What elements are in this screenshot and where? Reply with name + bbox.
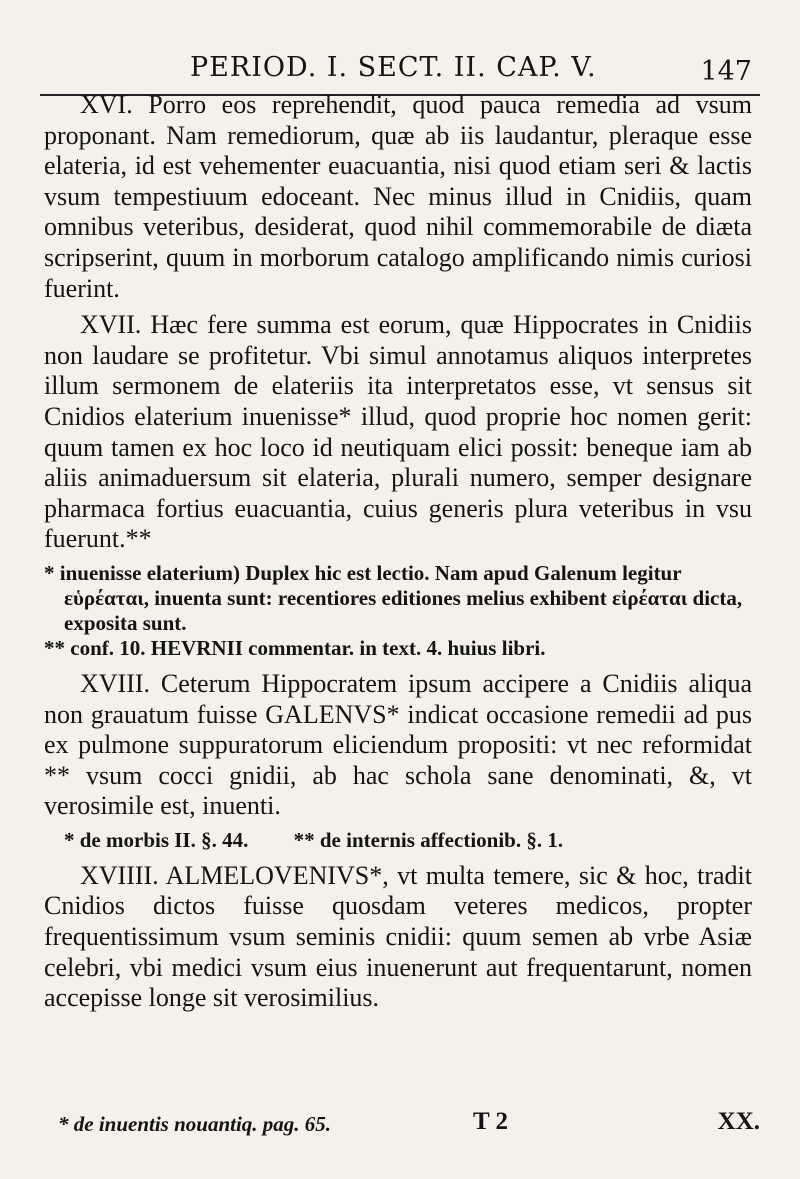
footnote: ** conf. 10. HEVRNII commentar. in text. 4. huius libri.: [44, 635, 546, 660]
paragraph-xvi: XVI. Porro eos reprehendit, quod pauca remedia ad vsum proponant. Nam remediorum, quæ ab iis laudantur, pleraque esse elateria, id est vehementer euacuantia, nisi quod etiam seri & lactis vsum tempestiuum edoceant. Nec minus illud in Cnidiis, quam omnibus veteribus, desiderat, quod nihil commemorabile de diæta scripserint, quum in morborum catalogo amplificando nimis curiosi fuerint.: [44, 90, 752, 303]
footnote: ** de internis affectionib. §. 1.: [293, 827, 564, 852]
page-body: [44, 90, 752, 1020]
catchword: XX.: [717, 1108, 760, 1135]
footnotes-xviii: [64, 828, 752, 853]
paragraph-xviii: XVIII. Ceterum Hippocratem ipsum accipere a Cnidiis aliqua non grauatum fuisse GALENVS* indicat occasione remedii ad pus ex pulmone suppuratorum eliciendum propositi: vt nec reformidat ** vsum cocci gnidii, ab hac schola sane denominati, &, vt verosimile est, inuenti.: [44, 668, 752, 821]
footnote: * inuenisse elaterium) Duplex hic est lectio. Nam apud Galenum legitur εὑρέαται, inuenta sunt: recentiores editiones melius exhibent εἰρέαται dicta, exposita sunt.: [44, 560, 743, 635]
paragraph-xvii: XVII. Hæc fere summa est eorum, quæ Hippocrates in Cnidiis non laudare se profitetur. Vbi simul annotamus aliquos interpretes illum sermonem de elateriis ita interpretatos esse, vt sensus sit Cnidios elaterium inuenisse* illud, quod proprie hoc nomen gerit: quum tamen ex hoc loco id neutiquam elici possit: beneque iam ab aliis animaduersum sit elateria, plurali numero, semper designare pharmaca fortius euacuantia, cuius generis plura veteribus in vsu fuerunt.**: [44, 310, 752, 554]
page-number: 147: [700, 56, 752, 87]
page-header: [40, 44, 760, 94]
page-footer: [58, 1108, 760, 1142]
footnotes-xvii: [44, 561, 752, 661]
running-head: PERIOD. I. SECT. II. CAP. V.: [190, 52, 597, 83]
signature-mark: T 2: [473, 1108, 508, 1135]
footnote: * de morbis II. §. 44.: [64, 827, 249, 852]
footnote: * de inuentis nouantiq. pag. 65.: [58, 1112, 332, 1136]
paragraph-xviiii: XVIIII. ALMELOVENIVS*, vt multa temere, sic & hoc, tradit Cnidios dictos fuisse quosdam veteres medicos, propter frequentissimum vsum seminis cnidii: quum semen ab vrbe Asiæ celebri, vbi medici vsum eius inuenerunt aut frequentarunt, nomen accepisse longe sit verosimilius.: [44, 860, 752, 1013]
